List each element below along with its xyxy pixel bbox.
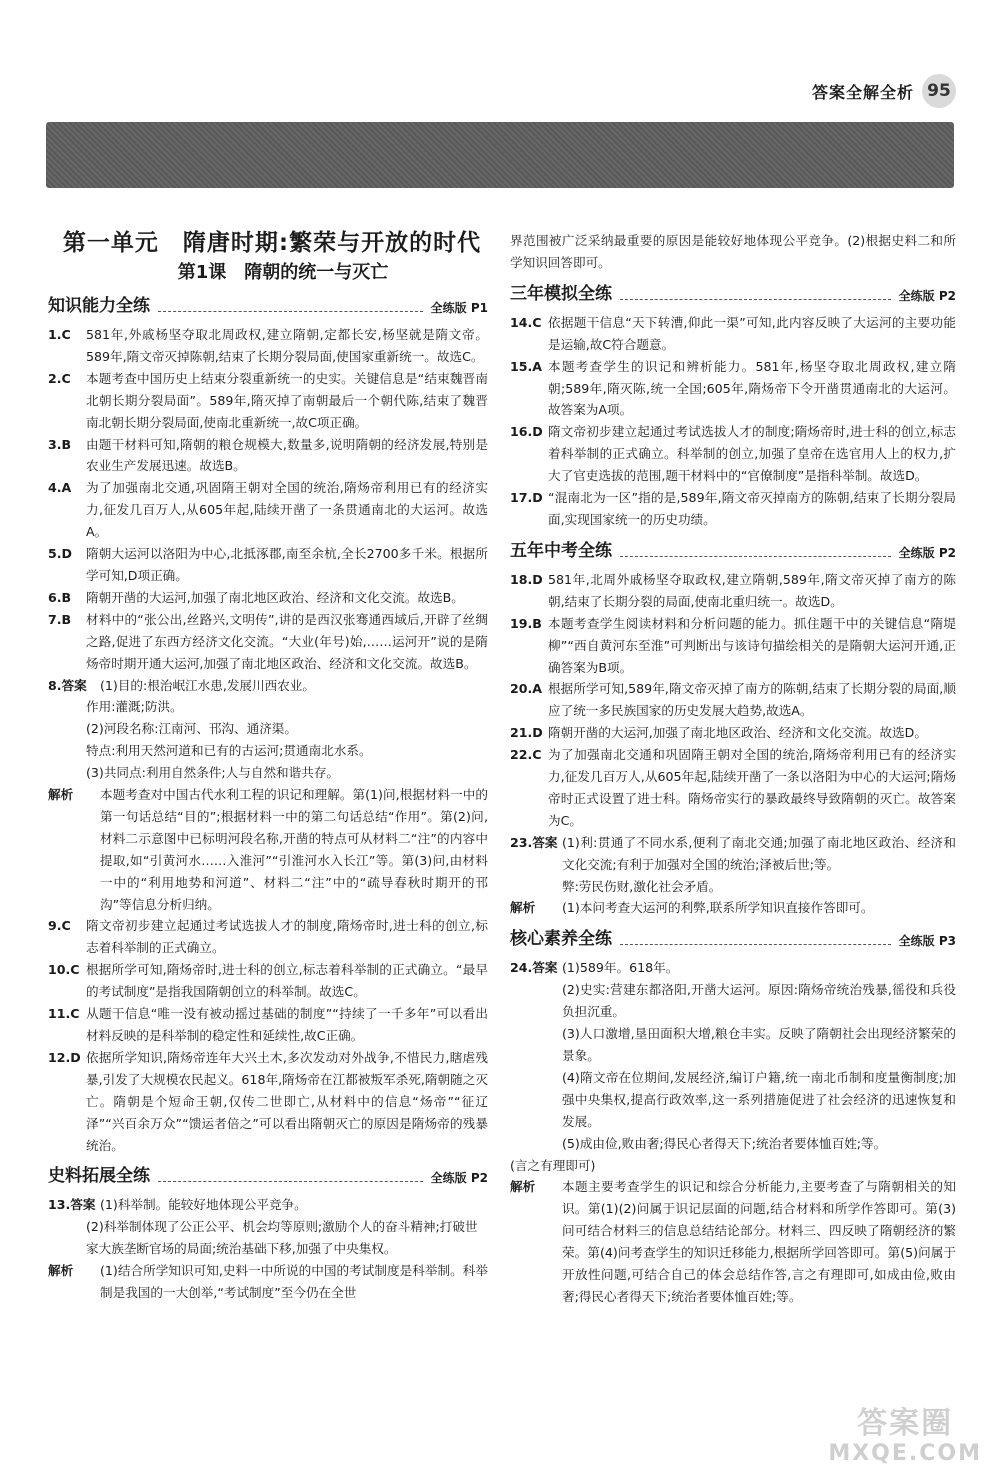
answer-number: 11.C — [48, 1006, 80, 1022]
answer-text: 581年,外戚杨坚夺取北周政权,建立隋朝,定都长安,杨坚就是隋文帝。589年,隋文帝灭掉陈朝,结束了长期分裂局面,使国家重新统一。故选C。 — [86, 327, 488, 364]
section-title: 知识能力全练 — [48, 296, 150, 316]
section-title: 史料拓展全练 — [48, 1166, 150, 1187]
answer-text: 为了加强南北交通和巩固隋王朝对全国的统治,隋炀帝利用已有的经济实力,征发几百万人,从605年起,陆续开凿了一条以洛阳为中心的大运河;隋炀帝时正式设置了进士科。隋炀帝实行的暴政最终导致隋朝的灭亡。故答案为C。 — [548, 747, 956, 828]
unit-title: 第一单元 隋唐时期:繁荣与开放的时代 — [62, 230, 482, 256]
answer-number: 15.A — [510, 358, 543, 374]
answer-item — [510, 487, 956, 531]
answer-item — [510, 312, 956, 356]
answer-number: 14.C — [510, 314, 542, 330]
lesson-title: 第1课 隋朝的统一与灭亡 — [177, 262, 389, 283]
answer-text: 隋文帝初步建立起通过考试选拔人才的制度;隋炀帝时,进士科的创立,标志着科举制的正式确立。科举制的创立,加强了皇帝在选官用人上的权力,扩大了官吏选拔的范围,题干材料中的“官僚制度”是指科举制。故选D。 — [548, 424, 956, 484]
answer-item — [48, 915, 488, 959]
answer-number: 5.D — [48, 546, 73, 562]
answer-item — [48, 368, 488, 434]
answer-number: 20.A — [510, 681, 543, 697]
answer-text: (1)目的:根治岷江水患,发展川西农业。 — [100, 677, 315, 693]
answer-line: (3)共同点:利用自然条件;人与自然和谐共存。 — [86, 765, 340, 781]
answer-text: 隋文帝初步建立起通过考试选拔人才的制度,隋炀帝时,进士科的创立,标志着科举制的正式确立。 — [86, 918, 488, 956]
answer-item — [48, 543, 488, 587]
analysis-text: (1)本问考查大运河的利弊,联系所学知识直接作答即可。 — [562, 900, 874, 916]
section-divider — [620, 556, 891, 557]
answer-text: 581年,北周外戚杨坚夺取政权,建立隋朝,589年,隋文帝灭掉了南方的陈朝,结束了长期分裂的局面,使南北重归统一。故选D。 — [548, 571, 956, 609]
analysis-label: 解析 — [48, 787, 74, 803]
section-heading-three-year — [510, 282, 956, 306]
analysis-text: 本题考查对中国古代水利工程的识记和理解。第(1)问,根据材料一中的第一句话总结“目的”;根据材料一中的第二句话总结“作用”。第(2)问,材料二示意图中已标明河段名称,开凿的特点可从材料二“注”的内容中提取,如“引黄河水……入淮河”“引淮河水入长江”等。第(3)问,由材料一中的“利用地势和河道”、材料二“注”中的“疏导春秋时期开的邗沟”等信息分析归纳。 — [100, 787, 488, 912]
answer-item — [510, 744, 956, 832]
answer-item-23 — [510, 832, 956, 876]
answer-text: 依据题干信息“天下转漕,仰此一渠”可知,此内容反映了大运河的主要功能是运输,故C符合题意。 — [548, 314, 956, 352]
answer-item — [510, 421, 956, 487]
answer-text: 由题干材料可知,隋朝的粮仓规模大,数量多,说明隋朝的经济发展,特别是农业生产发展迅速。故选B。 — [86, 436, 488, 474]
answer-line: 作用:灌溉;防洪。 — [86, 699, 183, 715]
section-page-ref: 全练版 P1 — [430, 301, 488, 315]
answer-number: 12.D — [48, 1049, 81, 1065]
answer-number: 4.A — [48, 480, 72, 496]
analysis-label: 解析 — [510, 900, 536, 916]
section-heading-core-literacy — [510, 927, 956, 951]
answer-line: (4)隋文帝在位期间,发展经济,编订户籍,统一南北币制和度量衡制度;加强中央集权,提高行政效率,这一系列措施促进了社会经济的迅速恢复和发展。 — [562, 1069, 956, 1129]
answer-item-8 — [48, 675, 488, 697]
answer-item — [48, 959, 488, 1003]
answer-text: 根据所学可知,隋炀帝时,进士科的创立,标志着科举制的正式确立。“最早的考试制度”是指我国隋朝创立的科举制。故选C。 — [86, 962, 488, 1000]
right-column — [510, 230, 956, 1308]
answer-text: 隋朝大运河以洛阳为中心,北抵涿郡,南至余杭,全长2700多千米。根据所学可知,D项正确。 — [86, 546, 488, 583]
section-heading-five-year — [510, 539, 956, 563]
watermark-logo — [828, 1406, 982, 1469]
answer-text: (1)利:贯通了不同水系,便利了南北交通;加强了南北地区政治、经济和文化交流;有利于加强对全国的统治;泽被后世;等。 — [562, 834, 956, 872]
answer-number: 18.D — [510, 571, 543, 587]
answer-text: 材料中的“张公出,丝路兴,文明传”,讲的是西汉张骞通西域后,开辟了丝绸之路,促进了东西方经济文化交流。“大业(年号)始,……运河开”说的是隋炀帝时期开通大运河,加强了南北地区政治、经济和文化交流。故选B。 — [86, 611, 488, 671]
answer-number: 21.D — [510, 725, 543, 741]
answer-item — [48, 477, 488, 543]
answer-number: 1.C — [48, 327, 71, 342]
answer-number: 6.B — [48, 589, 72, 605]
analysis-label: 解析 — [48, 1263, 74, 1279]
answer-number: 3.B — [48, 436, 72, 452]
watermark-text: 答案圈 — [857, 1406, 954, 1441]
answer-item — [48, 587, 488, 609]
answer-text: 为了加强南北交通,巩固隋王朝对全国的统治,隋炀帝利用已有的经济实力,征发几百万人,从605年起,陆续开凿了一条贯通南北的大运河。故选A。 — [86, 480, 488, 540]
answer-item — [510, 613, 956, 679]
answer-number: 22.C — [510, 747, 542, 763]
answer-item — [510, 678, 956, 722]
analysis-block — [510, 1176, 956, 1307]
section-banner — [46, 122, 954, 188]
answer-text: 隋朝开凿的大运河,加强了南北地区政治、经济和文化交流。故选D。 — [548, 725, 927, 741]
answer-number: 10.C — [48, 962, 80, 978]
section-page-ref: 全练版 P3 — [898, 934, 956, 949]
answer-line: 特点:利用天然河道和已有的古运河;贯通南北水系。 — [86, 743, 372, 759]
answer-line: (2)科举制体现了公正公平、机会均等原则;激励个人的奋斗精神;打破世家大族垄断官场的局面;统治基础下移,加强了中央集权。 — [86, 1219, 478, 1257]
analysis-label: 解析 — [510, 1179, 536, 1195]
header-title: 答案全解全析 — [811, 82, 914, 102]
analysis-text: (1)结合所学知识可知,史料一中所说的中国的考试制度是科举制。科举制是我国的一大创举,“考试制度”至今仍在全世 — [100, 1263, 488, 1301]
answer-item — [510, 722, 956, 744]
section-heading-knowledge — [48, 294, 488, 318]
answer-text: (1)589年。618年。 — [562, 960, 679, 976]
answer-number: 19.B — [510, 615, 542, 631]
answer-item — [510, 569, 956, 613]
answer-number: 16.D — [510, 424, 543, 440]
continued-text: 界范围被广泛采纳最重要的原因是能较好地体现公平竞争。(2)根据史料二和所学知识回答即可。 — [510, 233, 956, 270]
section-divider — [158, 1181, 423, 1182]
answer-line: 弊:劳民伤财,激化社会矛盾。 — [562, 878, 722, 894]
answer-number: 24.答案 — [510, 960, 558, 976]
answer-text: 根据所学可知,589年,隋文帝灭掉了南方的陈朝,结束了长期分裂的局面,顺应了统一多民族国家的历史发展大趋势,故选A。 — [548, 681, 956, 719]
analysis-block — [510, 897, 956, 919]
analysis-block — [48, 1260, 488, 1304]
section-divider — [620, 944, 891, 945]
section-title: 五年中考全练 — [510, 540, 612, 561]
answer-text: 从题干信息“唯一没有被动摇过基础的制度”“持续了一千多年”可以看出材料反映的是科举制的稳定性和延续性,故C正确。 — [86, 1006, 488, 1043]
answer-line: (2)史实:营建东都洛阳,开凿大运河。原因:隋炀帝统治残暴,徭役和兵役负担沉重。 — [562, 982, 956, 1020]
answer-item — [510, 356, 956, 422]
section-page-ref: 全练版 P2 — [898, 288, 956, 303]
answer-item-13 — [48, 1194, 488, 1216]
watermark-url: MXQE.COM — [828, 1441, 982, 1466]
section-title: 三年模拟全练 — [510, 283, 612, 304]
section-page-ref: 全练版 P2 — [430, 1171, 488, 1186]
answer-item — [48, 324, 488, 368]
answer-text: 本题考查学生的识记和辨析能力。581年,杨坚夺取北周政权,建立隋朝;589年,隋灭陈,统一全国;605年,隋炀帝下令开凿贯通南北的大运河。故答案为A项。 — [548, 358, 956, 418]
answer-line: (3)人口激增,垦田面积大增,粮仓丰实。反映了隋朝社会出现经济繁荣的景象。 — [562, 1026, 956, 1063]
answer-number: 9.C — [48, 918, 71, 934]
answer-item — [48, 1047, 488, 1157]
answer-text: “混南北为一区”指的是,589年,隋文帝灭掉南方的陈朝,结束了长期分裂局面,实现国家统一的历史功绩。 — [548, 490, 956, 527]
answer-line: (2)河段名称:江南河、邗沟、通济渠。 — [86, 721, 297, 737]
answer-text: 隋朝开凿的大运河,加强了南北地区政治、经济和文化交流。故选B。 — [86, 589, 464, 605]
answer-item-24 — [510, 957, 956, 979]
left-column — [48, 228, 488, 1304]
answer-line: (5)成由俭,败由奢;得民心者得天下;统治者要体恤百姓;等。 — [562, 1135, 887, 1151]
answer-item — [48, 434, 488, 478]
answer-item — [48, 1003, 488, 1047]
section-title: 核心素养全练 — [510, 929, 612, 950]
page-header — [812, 74, 956, 108]
answer-text: 依据所学知识,隋炀帝连年大兴土木,多次发动对外战争,不惜民力,瞎虐残暴,引发了大规模农民起义。618年,隋炀帝在江都被叛军杀死,隋朝随之灭亡。隋朝是个短命王朝,仅传二世即亡,从材料中的信息“炀帝”“征辽泽”“兴百余万众”“馈运者倍之”可以看出隋朝灭亡的原因是隋炀帝的残暴统治。 — [86, 1049, 488, 1153]
answer-number: 7.B — [48, 611, 72, 627]
analysis-block — [48, 784, 488, 915]
section-divider — [158, 311, 423, 312]
answer-number: 13.答案 — [48, 1197, 96, 1213]
answer-number: 17.D — [510, 490, 543, 506]
analysis-text: 本题主要考查学生的识记和综合分析能力,主要考查了与隋朝相关的知识。第(1)(2)问属于识记层面的问题,结合材料和所学作答即可。第(3)问可结合材料三的信息总结结论部分。材料三、四反映了隋朝经济的繁荣。第(4)问考查学生的知识迁移能力,根据所学回答即可。第(5)问属于开放性问题,可结合自己的体会总结作答,言之有理即可,如成由俭,败由奢;得民心者得天下;统治者要体恤百姓;等。 — [562, 1179, 956, 1304]
answer-number: 2.C — [48, 370, 71, 386]
page-number-badge: 95 — [922, 74, 956, 108]
answer-note: (言之有理即可) — [510, 1157, 596, 1173]
section-heading-sources — [48, 1164, 488, 1188]
section-divider — [620, 299, 891, 300]
answer-number: 8.答案 — [48, 677, 87, 693]
answer-text: 本题考查学生阅读材料和分析问题的能力。抓住题干中的关键信息“隋堤柳”“西自黄河东至淮”可判断出与该诗句描绘相关的是隋朝大运河开通,正确答案为B项。 — [548, 615, 956, 675]
section-page-ref: 全练版 P2 — [898, 545, 956, 560]
answer-number: 23.答案 — [510, 834, 558, 850]
answer-text: 本题考查中国历史上结束分裂重新统一的史实。关键信息是“结束魏晋南北朝长期分裂局面”。589年,隋灭掉了南朝最后一个朝代陈,结束了魏晋南北朝长期分裂局面,使南北重新统一,故C项正确。 — [86, 370, 488, 430]
answer-text: (1)科举制。能较好地体现公平竞争。 — [100, 1197, 307, 1213]
answer-item — [48, 609, 488, 675]
